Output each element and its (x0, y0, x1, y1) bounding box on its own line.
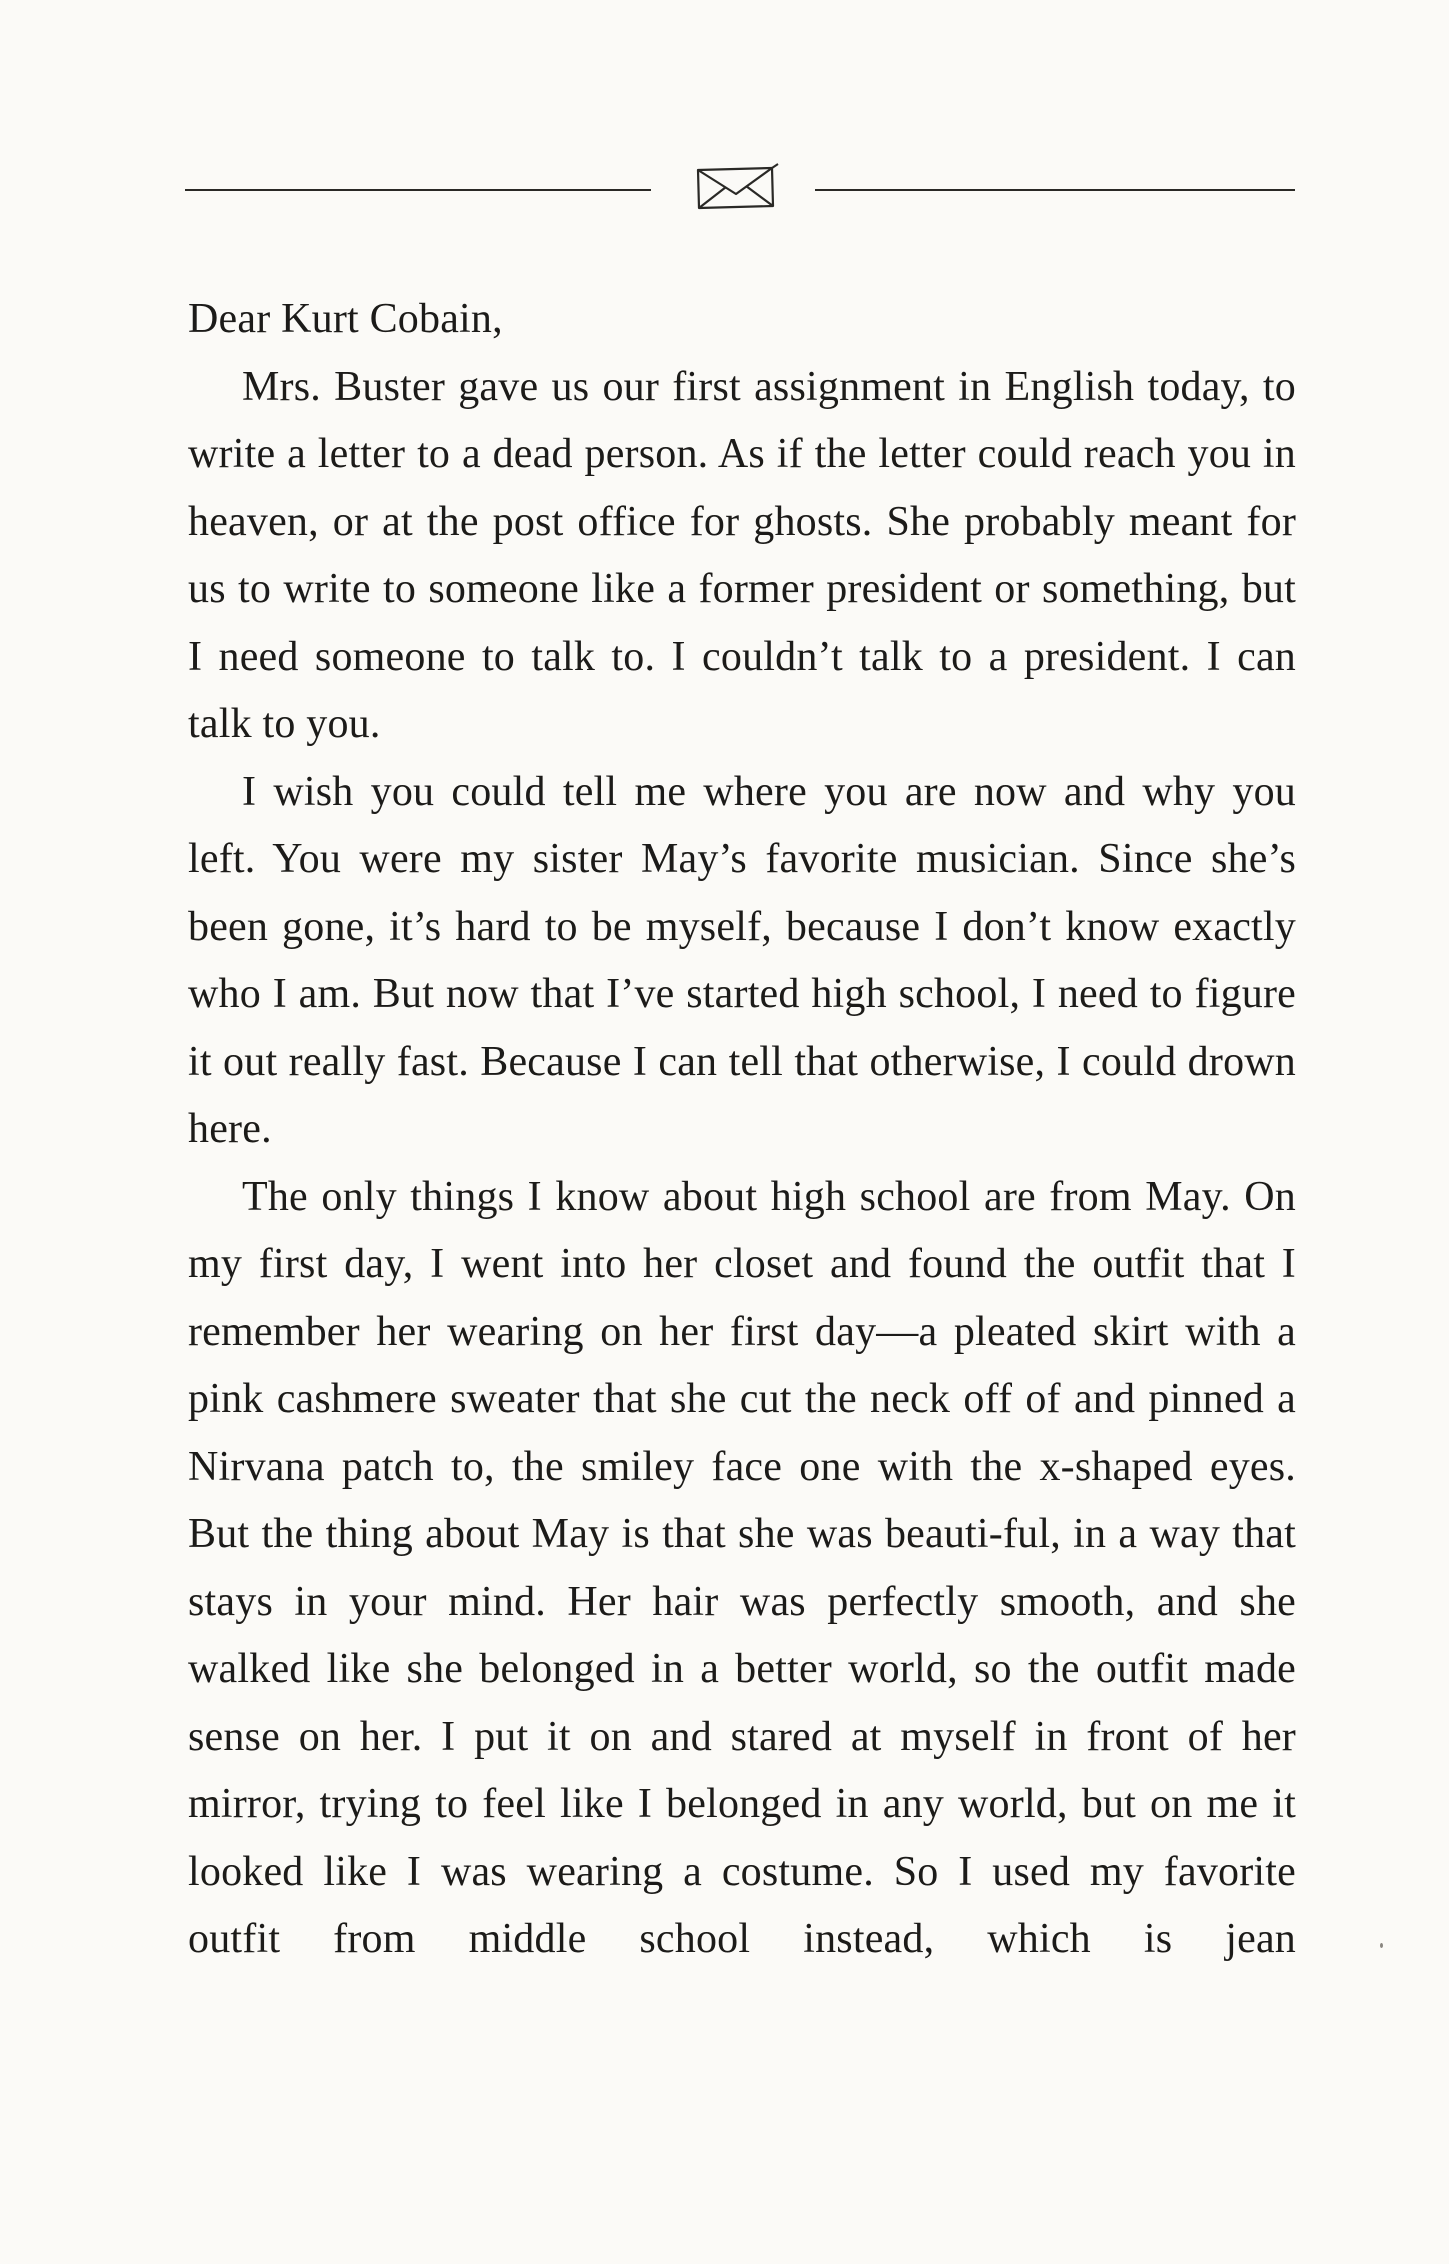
chapter-ornament (185, 162, 1295, 214)
letter-paragraph: I wish you could tell me where you are now and why you left. You were my sister May’s favorite musician. Since she’s been gone, it’s hard to be myself, because I don’t know exactly who I am. But now that I’ve started high school, I need to figure it out really fast. Because I can tell that otherwise, I could drown here. (188, 768, 1296, 1152)
paper-speck (1380, 1943, 1383, 1948)
ornament-rule-left (185, 189, 651, 191)
letter-body (188, 286, 1296, 1974)
ornament-rule-right (815, 189, 1295, 191)
letter-salutation: Dear Kurt Cobain, (188, 296, 503, 342)
letter-paragraph: The only things I know about high school are from May. On my first day, I went into her closet and found the outfit that I remember her wearing on her first day—a pleated skirt with a pink cashmere sweater that she cut the neck off of and pinned a Nirvana patch to, the smiley face one with the x-shaped eyes. But the thing about May is that she was beauti-ful, in a way that stays in your mind. Her hair was perfectly smooth, and she walked like she belonged in a better world, so the outfit made sense on her. I put it on and stared at myself in front of her mirror, trying to feel like I belonged in any world, but on me it looked like I was wearing a costume. So I used my favorite outfit from middle school instead, which is jean (188, 1173, 1296, 1962)
envelope-icon (692, 162, 780, 214)
letter-paragraph: Mrs. Buster gave us our first assignment in English today, to write a letter to a dead person. As if the letter could reach you in heaven, or at the post office for ghosts. She probably meant for us to write to someone like a former president or something, but I need someone to talk to. I couldn’t talk to a president. I can talk to you. (188, 363, 1296, 747)
